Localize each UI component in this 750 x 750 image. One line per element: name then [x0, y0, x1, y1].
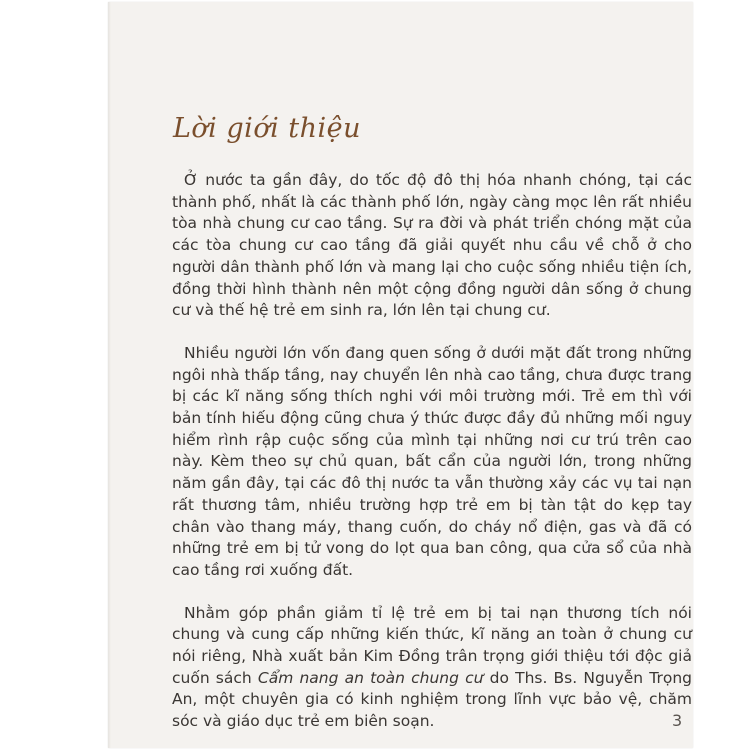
paragraph-2: Nhiều người lớn vốn đang quen sống ở dưới mặt đất trong những ngôi nhà thấp tầng, nay chuyển lên nhà cao tầng, chưa được trang bị các kĩ năng sống thích nghi với môi trường mới. Trẻ em thì với bản tính hiếu động cũng chưa ý thức được đầy đủ những mối nguy hiểm rình rập cuộc sống của mình tại những nơi cư trú trên cao này. Kèm theo sự chủ quan, bất cẩn của người lớn, trong những năm gần đây, tại các đô thị nước ta vẫn thường xảy các vụ tai nạn rất thương tâm, nhiều trường hợp trẻ em bị tàn tật do kẹp tay chân vào thang máy, thang cuốn, do cháy nổ điện, gas và đã có những trẻ em bị tử vong do lọt qua ban công, qua cửa sổ của nhà cao tầng rơi xuống đất. [172, 343, 692, 579]
introduction-body [172, 170, 692, 733]
page-edge-shadow [108, 2, 111, 748]
book-title: Cẩm nang an toàn chung cư [257, 668, 484, 687]
paragraph-3-start: Nhằm góp phần giảm tỉ lệ trẻ em bị tai nạn thương tích nói chung và cung cấp những kiến thức, kĩ năng an toàn ở chung cư nói riêng, Nhà xuất bản Kim Đồng trân trọng giới thiệu tới độc giả cuốn sách [172, 603, 692, 687]
page-heading: Lời giới thiệu [173, 113, 362, 144]
paragraph-3-end: do Ths. Bs. Nguyễn Trọng An, một chuyên gia có kinh nghiệm trong lĩnh vực bảo vệ, chăm sóc và giáo dục trẻ em biên soạn. [172, 668, 693, 731]
paragraph-1: Ở nước ta gần đây, do tốc độ đô thị hóa nhanh chóng, tại các thành phố, nhất là các thành phố lớn, ngày càng mọc lên rất nhiều tòa nhà chung cư cao tầng. Sự ra đời và phát triển chóng mặt của các tòa chung cư cao tầng đã giải quyết nhu cầu về chỗ ở cho người dân thành phố lớn và mang lại cho cuộc sống nhiều tiện ích, đồng thời hình thành nên một cộng đồng người dân sống ở chung cư và thế hệ trẻ em sinh ra, lớn lên tại chung cư. [172, 171, 692, 320]
paragraph-3 [172, 603, 692, 733]
page-number: 3 [672, 711, 683, 730]
